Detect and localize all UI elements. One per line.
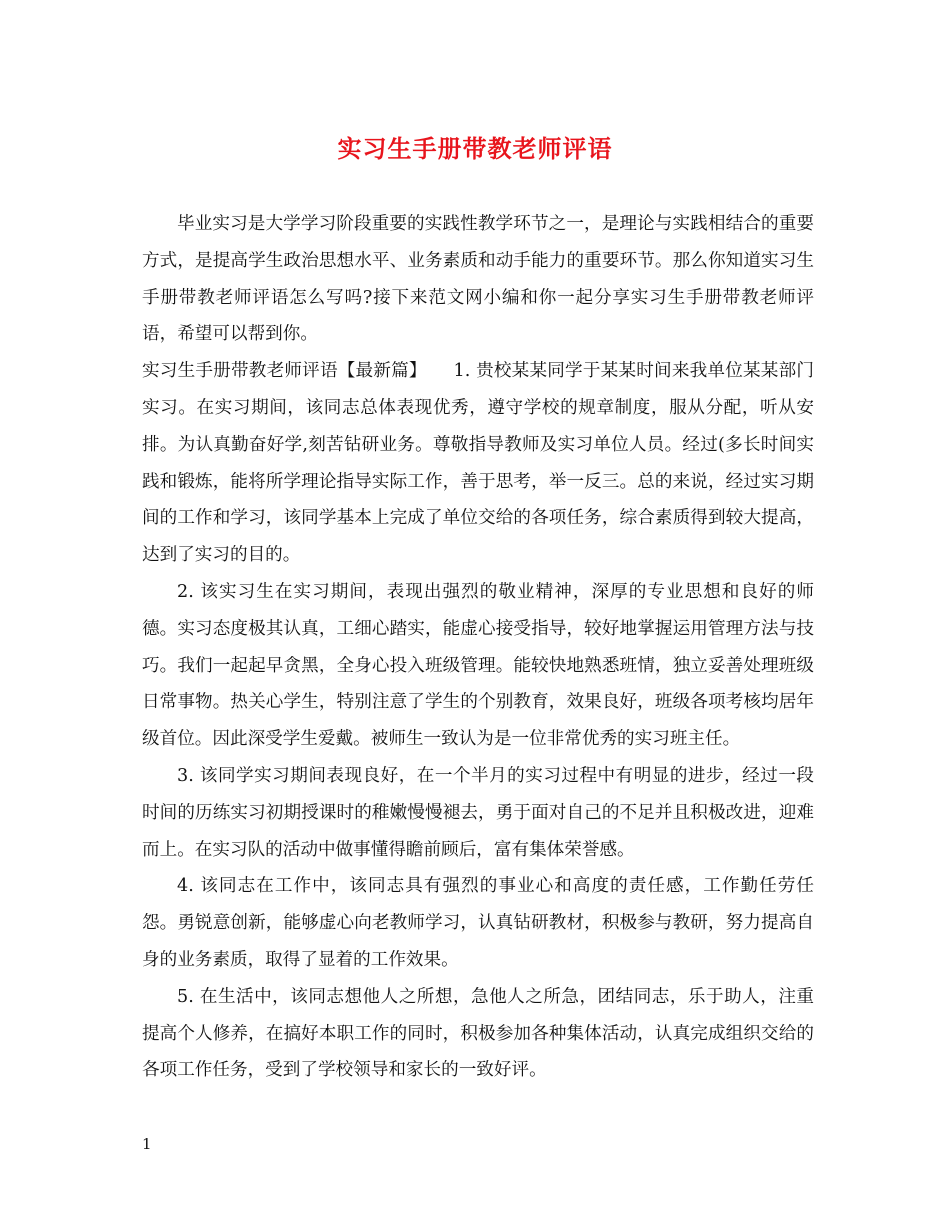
paragraph-5: 5. 在生活中，该同志想他人之所想，急他人之所急，团结同志，乐于助人，注重提高个人修养，在搞好本职工作的同时，积极参加各种集体活动，认真完成组织交给的各项工作任务，受到了学校领导和家长的一致好评。	[142, 986, 814, 1081]
document-body	[142, 206, 814, 1089]
paragraph-1: 实习生手册带教老师评语【最新篇】 1. 贵校某某同学于某某时间来我单位某某部门实习。在实习期间，该同志总体表现优秀，遵守学校的规章制度，服从分配，听从安排。为认真勤奋好学,刻苦钻研业务。尊敬指导教师及实习单位人员。经过(多长时间实践和锻炼，能将所学理论指导实际工作，善于思考，举一反三。总的来说，经过实习期间的工作和学习，该同学基本上完成了单位交给的各项任务，综合素质得到较大提高，达到了实习的目的。	[142, 361, 814, 566]
paragraph-2: 2. 该实习生在实习期间，表现出强烈的敬业精神，深厚的专业思想和良好的师德。实习态度极其认真，工细心踏实，能虚心接受指导，较好地掌握运用管理方法与技巧。我们一起起早贪黑，全身心投入班级管理。能较快地熟悉班情，独立妥善处理班级日常事物。热关心学生，特别注意了学生的个别教育，效果良好，班级各项考核均居年级首位。因此深受学生爱戴。被师生一致认为是一位非常优秀的实习班主任。	[142, 581, 814, 750]
page-number: 1	[142, 1135, 152, 1153]
intro-paragraph: 毕业实习是大学学习阶段重要的实践性教学环节之一，是理论与实践相结合的重要方式，是提高学生政治思想水平、业务素质和动手能力的重要环节。那么你知道实习生手册带教老师评语怎么写吗?接下来范文网小编和你一起分享实习生手册带教老师评语，希望可以帮到你。	[142, 214, 814, 345]
paragraph-3: 3. 该同学实习期间表现良好，在一个半月的实习过程中有明显的进步，经过一段时间的历练实习初期授课时的稚嫩慢慢褪去，勇于面对自己的不足并且积极改进，迎难而上。在实习队的活动中做事懂得瞻前顾后，富有集体荣誉感。	[142, 765, 814, 860]
document-title: 实习生手册带教老师评语	[337, 134, 613, 163]
paragraph-4: 4. 该同志在工作中，该同志具有强烈的事业心和高度的责任感，工作勤任劳任怨。勇锐意创新，能够虚心向老教师学习，认真钻研教材，积极参与教研，努力提高自身的业务素质，取得了显着的工作效果。	[142, 876, 814, 970]
